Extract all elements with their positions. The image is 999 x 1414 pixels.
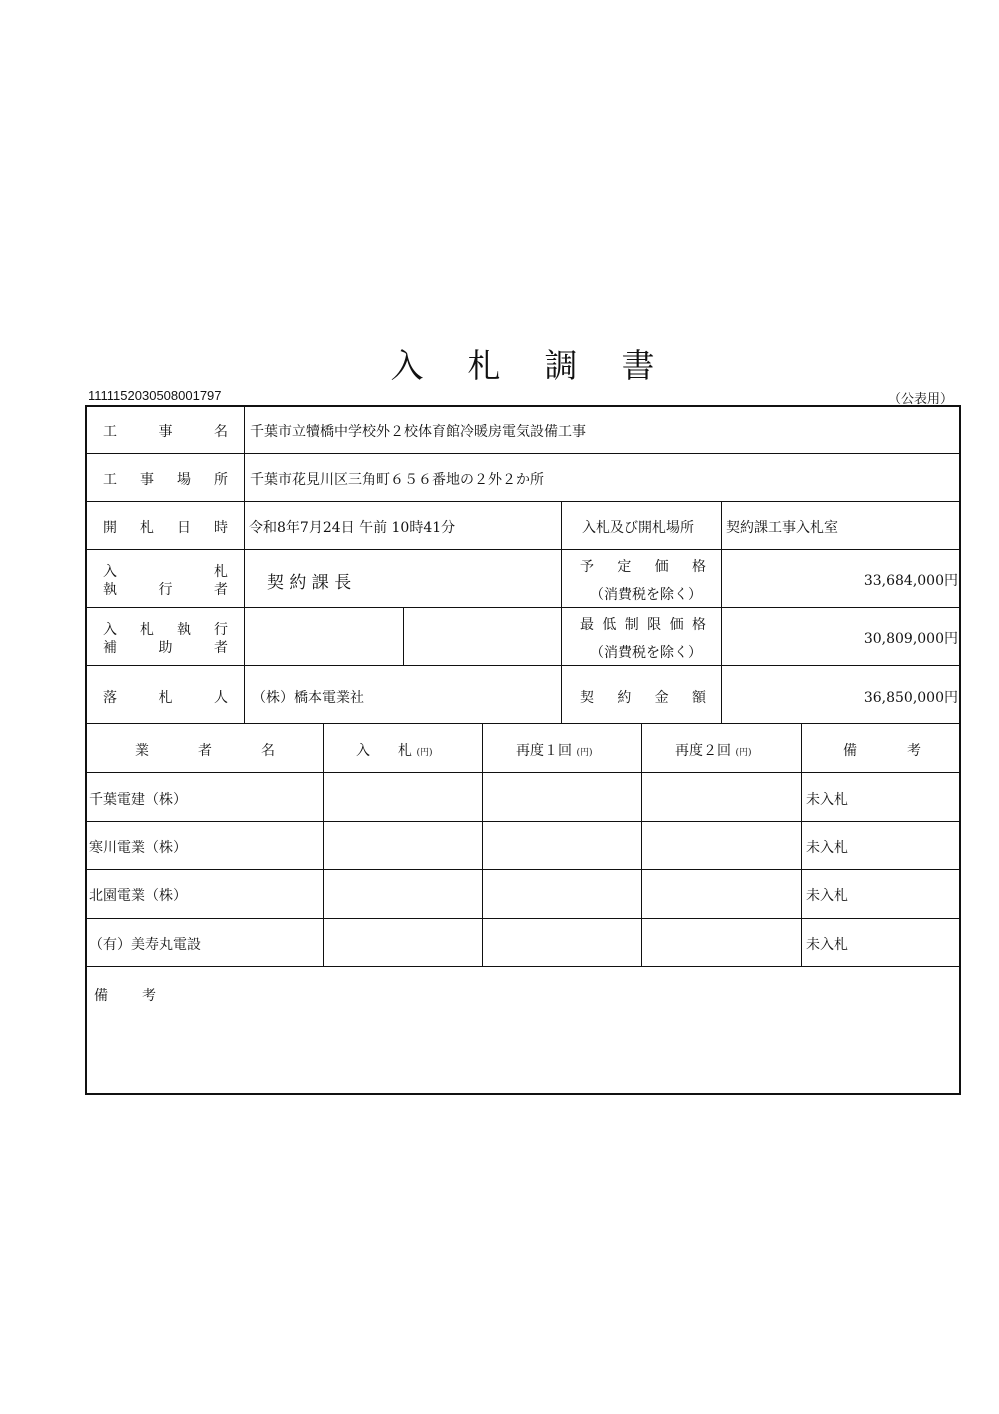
rule bbox=[86, 966, 960, 967]
label-executor-line2: 執 行 者 bbox=[103, 582, 228, 598]
unit-label: (円) bbox=[576, 748, 593, 758]
rule bbox=[86, 723, 960, 724]
header-rebid2: 再度２回 (円) bbox=[675, 743, 752, 759]
min-price-value: 30,809,000円 bbox=[863, 631, 958, 647]
label-project-name: 工 事 名 bbox=[103, 424, 228, 440]
unit-label: (円) bbox=[416, 748, 433, 758]
document-title bbox=[0, 340, 999, 387]
label-assistant-line1: 入 札 執 行 bbox=[103, 622, 228, 638]
label-min-price-line2: （消費税を除く） bbox=[590, 645, 702, 661]
document-number: 1111152030508001797 bbox=[88, 388, 222, 403]
label-remarks: 備 考 bbox=[94, 988, 156, 1004]
table-row-remarks: 未入札 bbox=[806, 792, 848, 808]
rule bbox=[86, 453, 960, 454]
rule bbox=[801, 723, 802, 966]
header-rebid1: 再度１回 (円) bbox=[516, 743, 593, 759]
table-row-company: 寒川電業（株） bbox=[89, 840, 187, 856]
unit-label: (円) bbox=[735, 748, 752, 758]
rule bbox=[86, 501, 960, 502]
open-datetime-value: 令和8年7月24日 午前 10時41分 bbox=[249, 520, 456, 536]
label-est-price-line2: （消費税を除く） bbox=[590, 587, 702, 603]
rule bbox=[86, 918, 960, 919]
title-char: 調 bbox=[544, 346, 578, 385]
table-row-company: 北園電業（株） bbox=[89, 888, 187, 904]
rule bbox=[86, 821, 960, 822]
rule bbox=[244, 406, 245, 723]
winner-value: （株）橋本電業社 bbox=[252, 690, 364, 706]
rule bbox=[323, 723, 324, 966]
project-site-value: 千葉市花見川区三角町６５６番地の２外２か所 bbox=[250, 472, 544, 488]
rule bbox=[403, 607, 404, 665]
rule bbox=[561, 501, 562, 723]
title-char: 書 bbox=[621, 346, 655, 385]
table-row-remarks: 未入札 bbox=[806, 840, 848, 856]
label-est-price-line1: 予 定 価 格 bbox=[580, 559, 706, 575]
contract-amount-value: 36,850,000円 bbox=[863, 690, 958, 706]
table-row-remarks: 未入札 bbox=[806, 937, 848, 953]
header-remarks: 備 考 bbox=[843, 743, 921, 759]
venue-value: 契約課工事入札室 bbox=[726, 520, 838, 536]
label-min-price-line1: 最 低 制 限 価 格 bbox=[580, 617, 706, 633]
rule bbox=[86, 869, 960, 870]
header-company: 業 者 名 bbox=[135, 743, 275, 759]
rule bbox=[86, 607, 960, 608]
rule bbox=[86, 772, 960, 773]
project-name-value: 千葉市立犢橋中学校外２校体育館冷暖房電気設備工事 bbox=[250, 424, 586, 440]
table-row-company: （有）美寿丸電設 bbox=[89, 937, 201, 953]
rule bbox=[86, 665, 960, 666]
table-row-company: 千葉電建（株） bbox=[89, 792, 187, 808]
rule bbox=[721, 501, 722, 723]
rule bbox=[482, 723, 483, 966]
executor-value: 契 約 課 長 bbox=[267, 573, 352, 593]
label-assistant-line2: 補 助 者 bbox=[103, 640, 228, 656]
label-executor-line1: 入 札 bbox=[103, 564, 228, 580]
header-bid: 入 札 (円) bbox=[356, 743, 433, 759]
rule bbox=[641, 723, 642, 966]
label-contract-amount: 契 約 金 額 bbox=[580, 690, 706, 706]
public-label: （公表用） bbox=[888, 392, 954, 407]
label-project-site: 工 事 場 所 bbox=[103, 472, 228, 488]
label-open-datetime: 開 札 日 時 bbox=[103, 520, 228, 536]
label-venue: 入札及び開札場所 bbox=[582, 520, 694, 536]
rule bbox=[86, 549, 960, 550]
est-price-value: 33,684,000円 bbox=[863, 573, 958, 589]
label-winner: 落 札 人 bbox=[103, 690, 228, 706]
title-char: 入 bbox=[390, 346, 424, 385]
table-row-remarks: 未入札 bbox=[806, 888, 848, 904]
title-char: 札 bbox=[467, 346, 501, 385]
